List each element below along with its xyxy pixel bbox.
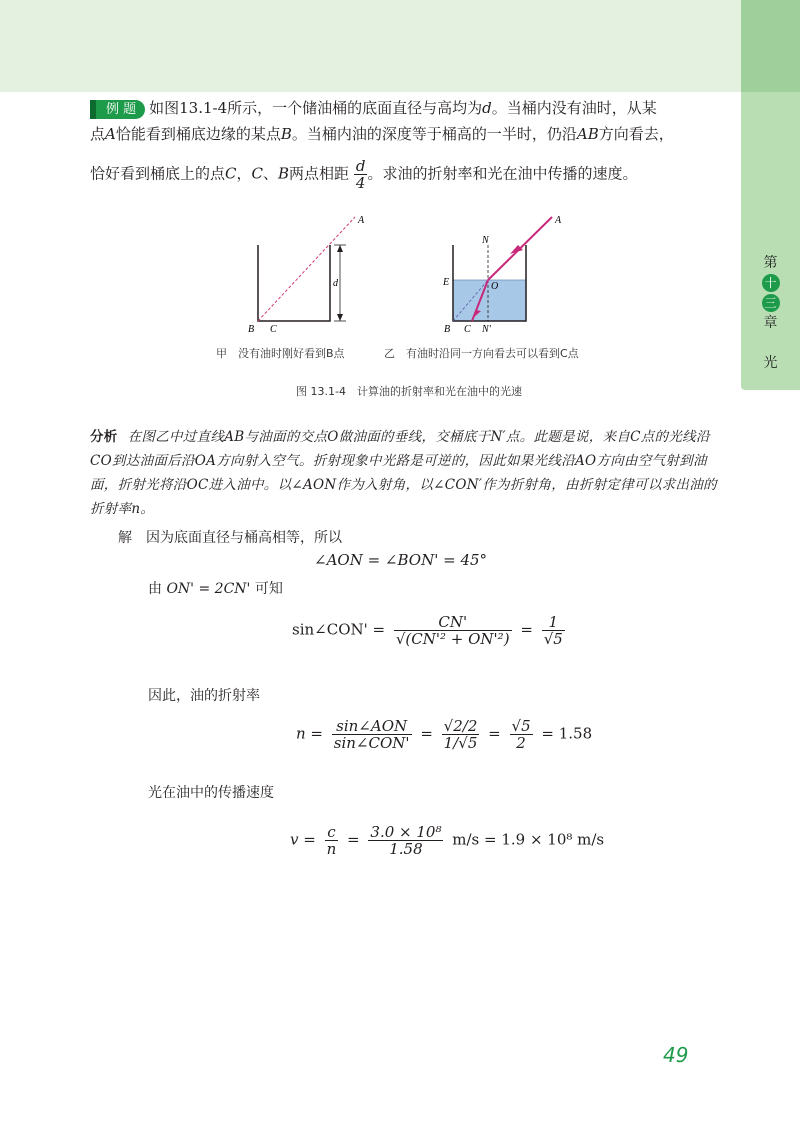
therefore-line: 因此，油的折射率 [148, 688, 260, 704]
label-B-yi: B [444, 324, 451, 335]
top-band [0, 0, 800, 92]
label-d: d [333, 278, 338, 289]
example-problem: 例 题 如图13.1-4所示，一个储油桶的底面直径与高均为d。当桶内没有油时，从某 [90, 98, 720, 119]
equation-n: n = $\frac{\text{sin∠AON}}{\text{sin∠CON'}}$ = $\frac{√2/2}{1/√5}$ = $\frac{√5}{2}$ = 1.58 [296, 717, 593, 752]
chapter-number-three: 三 [762, 294, 780, 312]
caption-yi: 乙 有油时沿同一方向看去可以看到C点 [384, 347, 579, 360]
speed-label: 光在油中的传播速度 [148, 785, 274, 801]
chapter-char: 第 [763, 255, 778, 271]
figure-13-1-4 [200, 205, 600, 345]
example-tag: 例 题 [90, 100, 145, 119]
analysis-text: 在图乙中过直线AB与油面的交点O做油面的垂线，交桶底于N′点。此题是说，来自C点的光线沿CO到达油面后沿OA方向射入空气。折射现象中光路是可逆的，因此如果光线沿AO方向由空气射到油面，折射光将沿OC进入油中。以∠AON作为入射角，以∠CON′作为折射角，由折射定律可以求出油的折射率n。 [90, 429, 717, 517]
fraction-d-over-4: $\frac{d}{4}$ [355, 157, 366, 192]
diagram-jia [248, 215, 365, 335]
analysis-label: 分析 [90, 429, 118, 445]
equation-sin-con: sin∠CON' = $\frac{CN'}{\text{√(CN'² + ON'²)}}$ = $\frac{1}{√5}$ [292, 613, 563, 648]
solution-label: 解 [118, 530, 132, 546]
equation-angles: ∠AON = ∠BON' = 45° [314, 551, 488, 569]
example-problem-line2: 点A恰能看到桶底边缘的某点B。当桶内油的深度等于桶高的一半时，仍沿AB方向看去， [90, 125, 674, 143]
label-C-yi: C [464, 324, 471, 335]
label-N-prime: N' [482, 324, 491, 335]
figure-title: 图 13.1-4 计算油的折射率和光在油中的光速 [296, 385, 522, 398]
chapter-tab-top [741, 0, 800, 92]
label-O: O [491, 281, 499, 292]
equation-speed: v = $\frac{c}{n}$ = $\frac{\text{3.0 × 10⁸}}{1.58}$ m/s = 1.9 × 10⁸ m/s [290, 823, 605, 858]
solution-intro: 解 因为底面直径与桶高相等，所以 [118, 530, 342, 546]
chapter-label [741, 254, 800, 372]
label-C-jia: C [270, 324, 277, 335]
chapter-title: 光 [763, 355, 778, 371]
label-A-jia: A [358, 215, 365, 226]
analysis-paragraph [90, 425, 726, 521]
caption-jia: 甲 没有油时刚好看到B点 [216, 347, 345, 360]
example-problem-line3: 恰好看到桶底上的点C，C、B两点相距 $\frac{d}{4}$ 。求油的折射率和光在油中传播的速度。 [90, 157, 638, 192]
known-relation: 由 ON' = 2CN' 可知 [148, 581, 283, 597]
chapter-number-ten: 十 [762, 274, 780, 292]
page-number: 49 [663, 1043, 689, 1067]
label-N: N [482, 235, 489, 246]
chapter-char-zhang: 章 [763, 315, 778, 331]
label-B-jia: B [248, 324, 255, 335]
label-E: E [443, 277, 450, 288]
diagram-yi [442, 215, 562, 335]
label-A-yi: A [555, 215, 562, 226]
